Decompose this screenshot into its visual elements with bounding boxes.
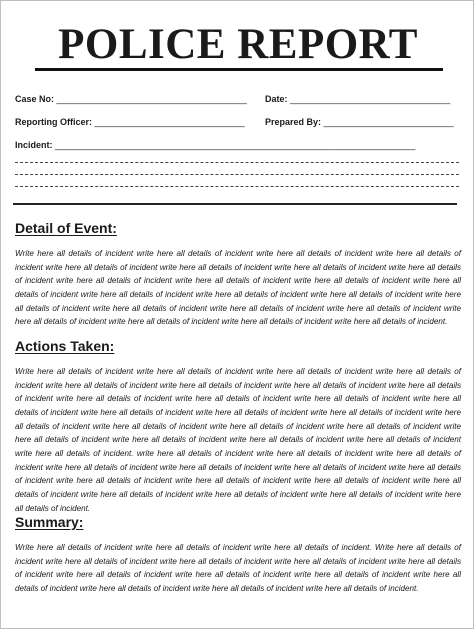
summary-text: Write here all details of incident write here all details of incident write here all details of incident. Write here all details of incident write here all details of incident write here all details of incident write here all details of incident write here all details of incident write here all details of incident write here all details of incident write here all details of incident write here all details of incident write here all details of incident write here all details of incident write here all details of incident. (15, 543, 461, 593)
prepared-by-line: __________________________ (323, 117, 454, 127)
date-field[interactable] (265, 93, 450, 105)
reporting-officer-label: Reporting Officer: (15, 117, 93, 127)
reporting-officer-field[interactable] (15, 116, 245, 128)
prepared-by-label: Prepared By: (265, 117, 322, 127)
title-underline (35, 68, 443, 71)
case-no-label: Case No: (15, 94, 55, 104)
incident-label: Incident: (15, 140, 53, 150)
section-divider (13, 203, 457, 205)
page-title: POLICE REPORT (58, 21, 418, 68)
incident-line: ________________________________________________________________________ (55, 140, 416, 150)
incident-blank-line[interactable] (15, 186, 459, 187)
incident-blank-line[interactable] (15, 174, 459, 175)
detail-text: Write here all details of incident write here all details of incident write here all details of incident write here all details of incident write here all details of incident write here all details of incident write here all details of incident write here all details of incident write here all details of incident write here all details of incident write here all details of incident write here all details of incident write here all details of incident write here all details of incident write here all details of incident write here all details of incident write here all details of incident write here all details of incident write here all details of incident write here all details of incident write here all details of incident write here all details of incident write here all details of incident. (15, 249, 461, 327)
actions-heading: Actions Taken: (15, 338, 115, 354)
reporting-officer-line: ______________________________ (94, 117, 245, 127)
summary-heading: Summary: (15, 514, 84, 530)
date-line: ________________________________ (290, 94, 451, 104)
detail-heading: Detail of Event: (15, 220, 117, 236)
date-label: Date: (265, 94, 288, 104)
incident-field[interactable] (15, 139, 461, 151)
incident-blank-line[interactable] (15, 162, 459, 163)
case-no-field[interactable] (15, 93, 247, 105)
prepared-by-field[interactable] (265, 116, 454, 128)
case-no-line: ______________________________________ (56, 94, 247, 104)
actions-text: Write here all details of incident write here all details of incident write here all details of incident write here all details of incident write here all details of incident write here all details of incident write here all details of incident write here all details of incident write here all details of incident write here all details of incident write here all details of incident write here all details of incident write here all details of incident write here all details of incident write here all details of incident write here all details of incident write here all details of incident write here all details of incident write here all details of incident write here all details of incident write here all details of incident write here all details of incident write here all details of incident write here all details of incident. write here all details of incident write here all details of incident write here all details of incident write here all details of incident write here all details of incident write here all details of incident write here all details of incident write here all details of incident write here all details of incident write here all details of incident write here all details of incident write here all details of incident write here all details of incident write here all details of incident write here all details of incident. (15, 367, 461, 513)
